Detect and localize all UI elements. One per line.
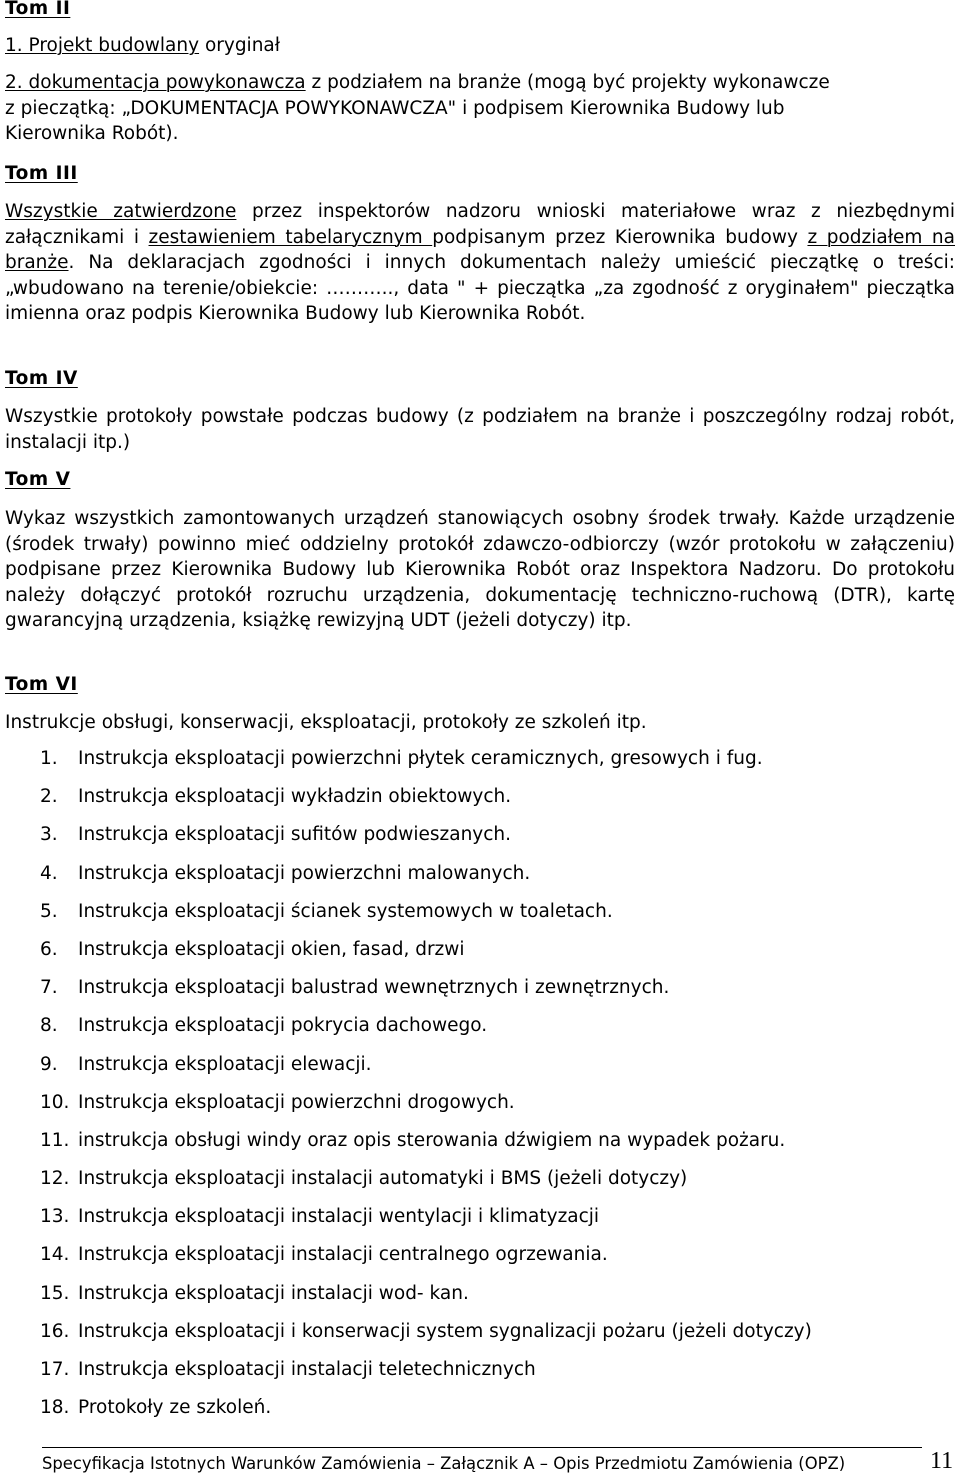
list-item-text: Instrukcja eksploatacji powierzchni drogowych. <box>78 1091 515 1113</box>
list-item-text: Instrukcja eksploatacji instalacji wentylacji i klimatyzacji <box>78 1206 600 1228</box>
list-item-text: Instrukcja eksploatacji instalacji teletechnicznych <box>78 1359 536 1380</box>
tom-ii-item-2-line3: Kierownika Robót). <box>5 123 179 145</box>
list-item-number: 7. <box>40 977 58 999</box>
list-item <box>0 1281 960 1319</box>
list-item-number: 17. <box>40 1359 70 1380</box>
tom-iv-paragraph: Wszystkie protokoły powstałe podczas budowy (z podziałem na branże i poszczególny rodzaj robót, instalacji itp.) <box>5 406 955 453</box>
list-item-text: Instrukcja eksploatacji powierzchni malowanych. <box>78 862 531 884</box>
list-item-text: Instrukcja eksploatacji wykładzin obiektowych. <box>78 786 512 808</box>
tom-iii-text-1: przez inspektorów nadzoru wnioski materiałowe wraz z niezbędnymi załącznikami i <box>5 201 955 248</box>
list-item <box>0 1128 960 1166</box>
section-heading-tom-iii: Tom III <box>5 163 78 184</box>
list-item-number: 14. <box>40 1244 70 1266</box>
list-item-text: Instrukcja eksploatacji pokrycia dachowego. <box>78 1015 488 1037</box>
footer-text: Specyfikacja Istotnych Warunków Zamówienia – Załącznik A – Opis Przedmiotu Zamówienia (OPZ) <box>42 1454 846 1473</box>
tom-ii-item-2 <box>5 70 955 147</box>
list-item-text: Instrukcja eksploatacji instalacji centralnego ogrzewania. <box>78 1244 608 1266</box>
tom-iii-underline-2: zestawieniem tabelarycznym <box>148 226 433 248</box>
list-item-text: Protokoły ze szkoleń. <box>78 1397 272 1419</box>
list-item-text: instrukcja obsługi windy oraz opis sterowania dźwigiem na wypadek pożaru. <box>78 1129 786 1151</box>
list-item-number: 12. <box>40 1168 70 1190</box>
list-item-text: Instrukcja eksploatacji instalacji wod- kan. <box>78 1282 469 1304</box>
tom-vi-intro: Instrukcje obsługi, konserwacji, eksploatacji, protokoły ze szkoleń itp. <box>5 712 647 733</box>
tom-iii-text-2: podpisanym przez Kierownika budowy <box>432 226 808 248</box>
list-item <box>0 975 960 1013</box>
tom-iii-paragraph <box>5 199 955 327</box>
list-item-number: 10. <box>40 1091 70 1113</box>
list-item-number: 8. <box>40 1015 58 1037</box>
list-item-number: 6. <box>40 938 58 960</box>
list-item <box>0 1395 960 1433</box>
list-item <box>0 899 960 937</box>
footer-divider <box>42 1447 922 1448</box>
list-item-number: 11. <box>40 1129 70 1151</box>
list-item-text: Instrukcja eksploatacji balustrad wewnętrznych i zewnętrznych. <box>78 977 670 999</box>
list-item <box>0 784 960 822</box>
list-item-number: 15. <box>40 1282 70 1304</box>
list-item <box>0 1242 960 1280</box>
list-item-number: 16. <box>40 1320 70 1342</box>
tom-iii-underline-3: z podziałem na branże <box>5 226 955 274</box>
list-item-number: 13. <box>40 1206 70 1228</box>
list-item-number: 9. <box>40 1053 58 1075</box>
tom-ii-item-2-underlined: 2. dokumentacja powykonawcza <box>5 72 306 93</box>
page-number: 11 <box>930 1448 954 1474</box>
instructions-list <box>0 746 960 1433</box>
list-item-text: Instrukcja eksploatacji i konserwacji system sygnalizacji pożaru (jeżeli dotyczy) <box>78 1320 812 1342</box>
list-item <box>0 746 960 784</box>
section-heading-tom-iv: Tom IV <box>5 368 78 389</box>
list-item-number: 2. <box>40 786 58 808</box>
list-item-number: 3. <box>40 824 58 846</box>
list-item <box>0 1319 960 1357</box>
list-item <box>0 1090 960 1128</box>
section-heading-tom-ii: Tom II <box>5 0 71 19</box>
list-item-text: Instrukcja eksploatacji powierzchni płytek ceramicznych, gresowych i fug. <box>78 748 763 769</box>
tom-ii-item-1 <box>5 33 280 59</box>
list-item <box>0 1166 960 1204</box>
tom-ii-item-2-line2: z pieczątką: „DOKUMENTACJA POWYKONAWCZA" i podpisem Kierownika Budowy lub <box>5 97 785 119</box>
list-item <box>0 822 960 860</box>
list-item-text: Instrukcja eksploatacji instalacji automatyki i BMS (jeżeli dotyczy) <box>78 1168 688 1190</box>
list-item <box>0 1052 960 1090</box>
tom-ii-item-1-rest: oryginał <box>199 35 281 56</box>
tom-iii-underline-1: Wszystkie zatwierdzone <box>5 201 237 222</box>
list-item <box>0 861 960 899</box>
list-item-text: Instrukcja eksploatacji ścianek systemowych w toaletach. <box>78 900 613 922</box>
list-item <box>0 937 960 975</box>
list-item-number: 4. <box>40 862 58 884</box>
list-item <box>0 1204 960 1242</box>
list-item-number: 18. <box>40 1397 70 1419</box>
list-item-text: Instrukcja eksploatacji okien, fasad, drzwi <box>78 938 465 960</box>
list-item-text: Instrukcja eksploatacji elewacji. <box>78 1053 372 1075</box>
tom-v-paragraph: Wykaz wszystkich zamontowanych urządzeń stanowiących osobny środek trwały. Każde urządzenie (środek trwały) powinno mieć oddzielny protokół zdawczo-odbiorczy (wzór protokołu w załączeniu) podpisane przez Kierownika Budowy lub Kierownika Robót oraz Inspektora Nadzoru. Do protokołu należy dołączyć protokół rozruchu urządzenia, dokumentację techniczno-ruchową (DTR), kartę gwarancyjną urządzenia, książkę rewizyjną UDT (jeżeli dotyczy) itp. <box>5 508 955 632</box>
tom-iii-text-3: . Na deklaracjach zgodności i innych dokumentach należy umieścić pieczątkę o treści: „wbudowano na terenie/obiekcie: ……….., data " + pieczątka „za zgodność z oryginałem" pieczątka imienna oraz podpis Kierownika Budowy lub Kierownika Robót. <box>5 252 955 325</box>
list-item-number: 5. <box>40 900 58 922</box>
tom-ii-item-1-underlined: 1. Projekt budowlany <box>5 35 200 56</box>
list-item-number: 1. <box>40 748 58 769</box>
list-item <box>0 1013 960 1051</box>
section-heading-tom-v: Tom V <box>5 469 71 490</box>
section-heading-tom-vi: Tom VI <box>5 674 78 695</box>
list-item <box>0 1357 960 1395</box>
tom-ii-item-2-line1: z podziałem na branże (mogą być projekty wykonawcze <box>305 72 830 93</box>
list-item-text: Instrukcja eksploatacji sufitów podwieszanych. <box>78 824 512 846</box>
